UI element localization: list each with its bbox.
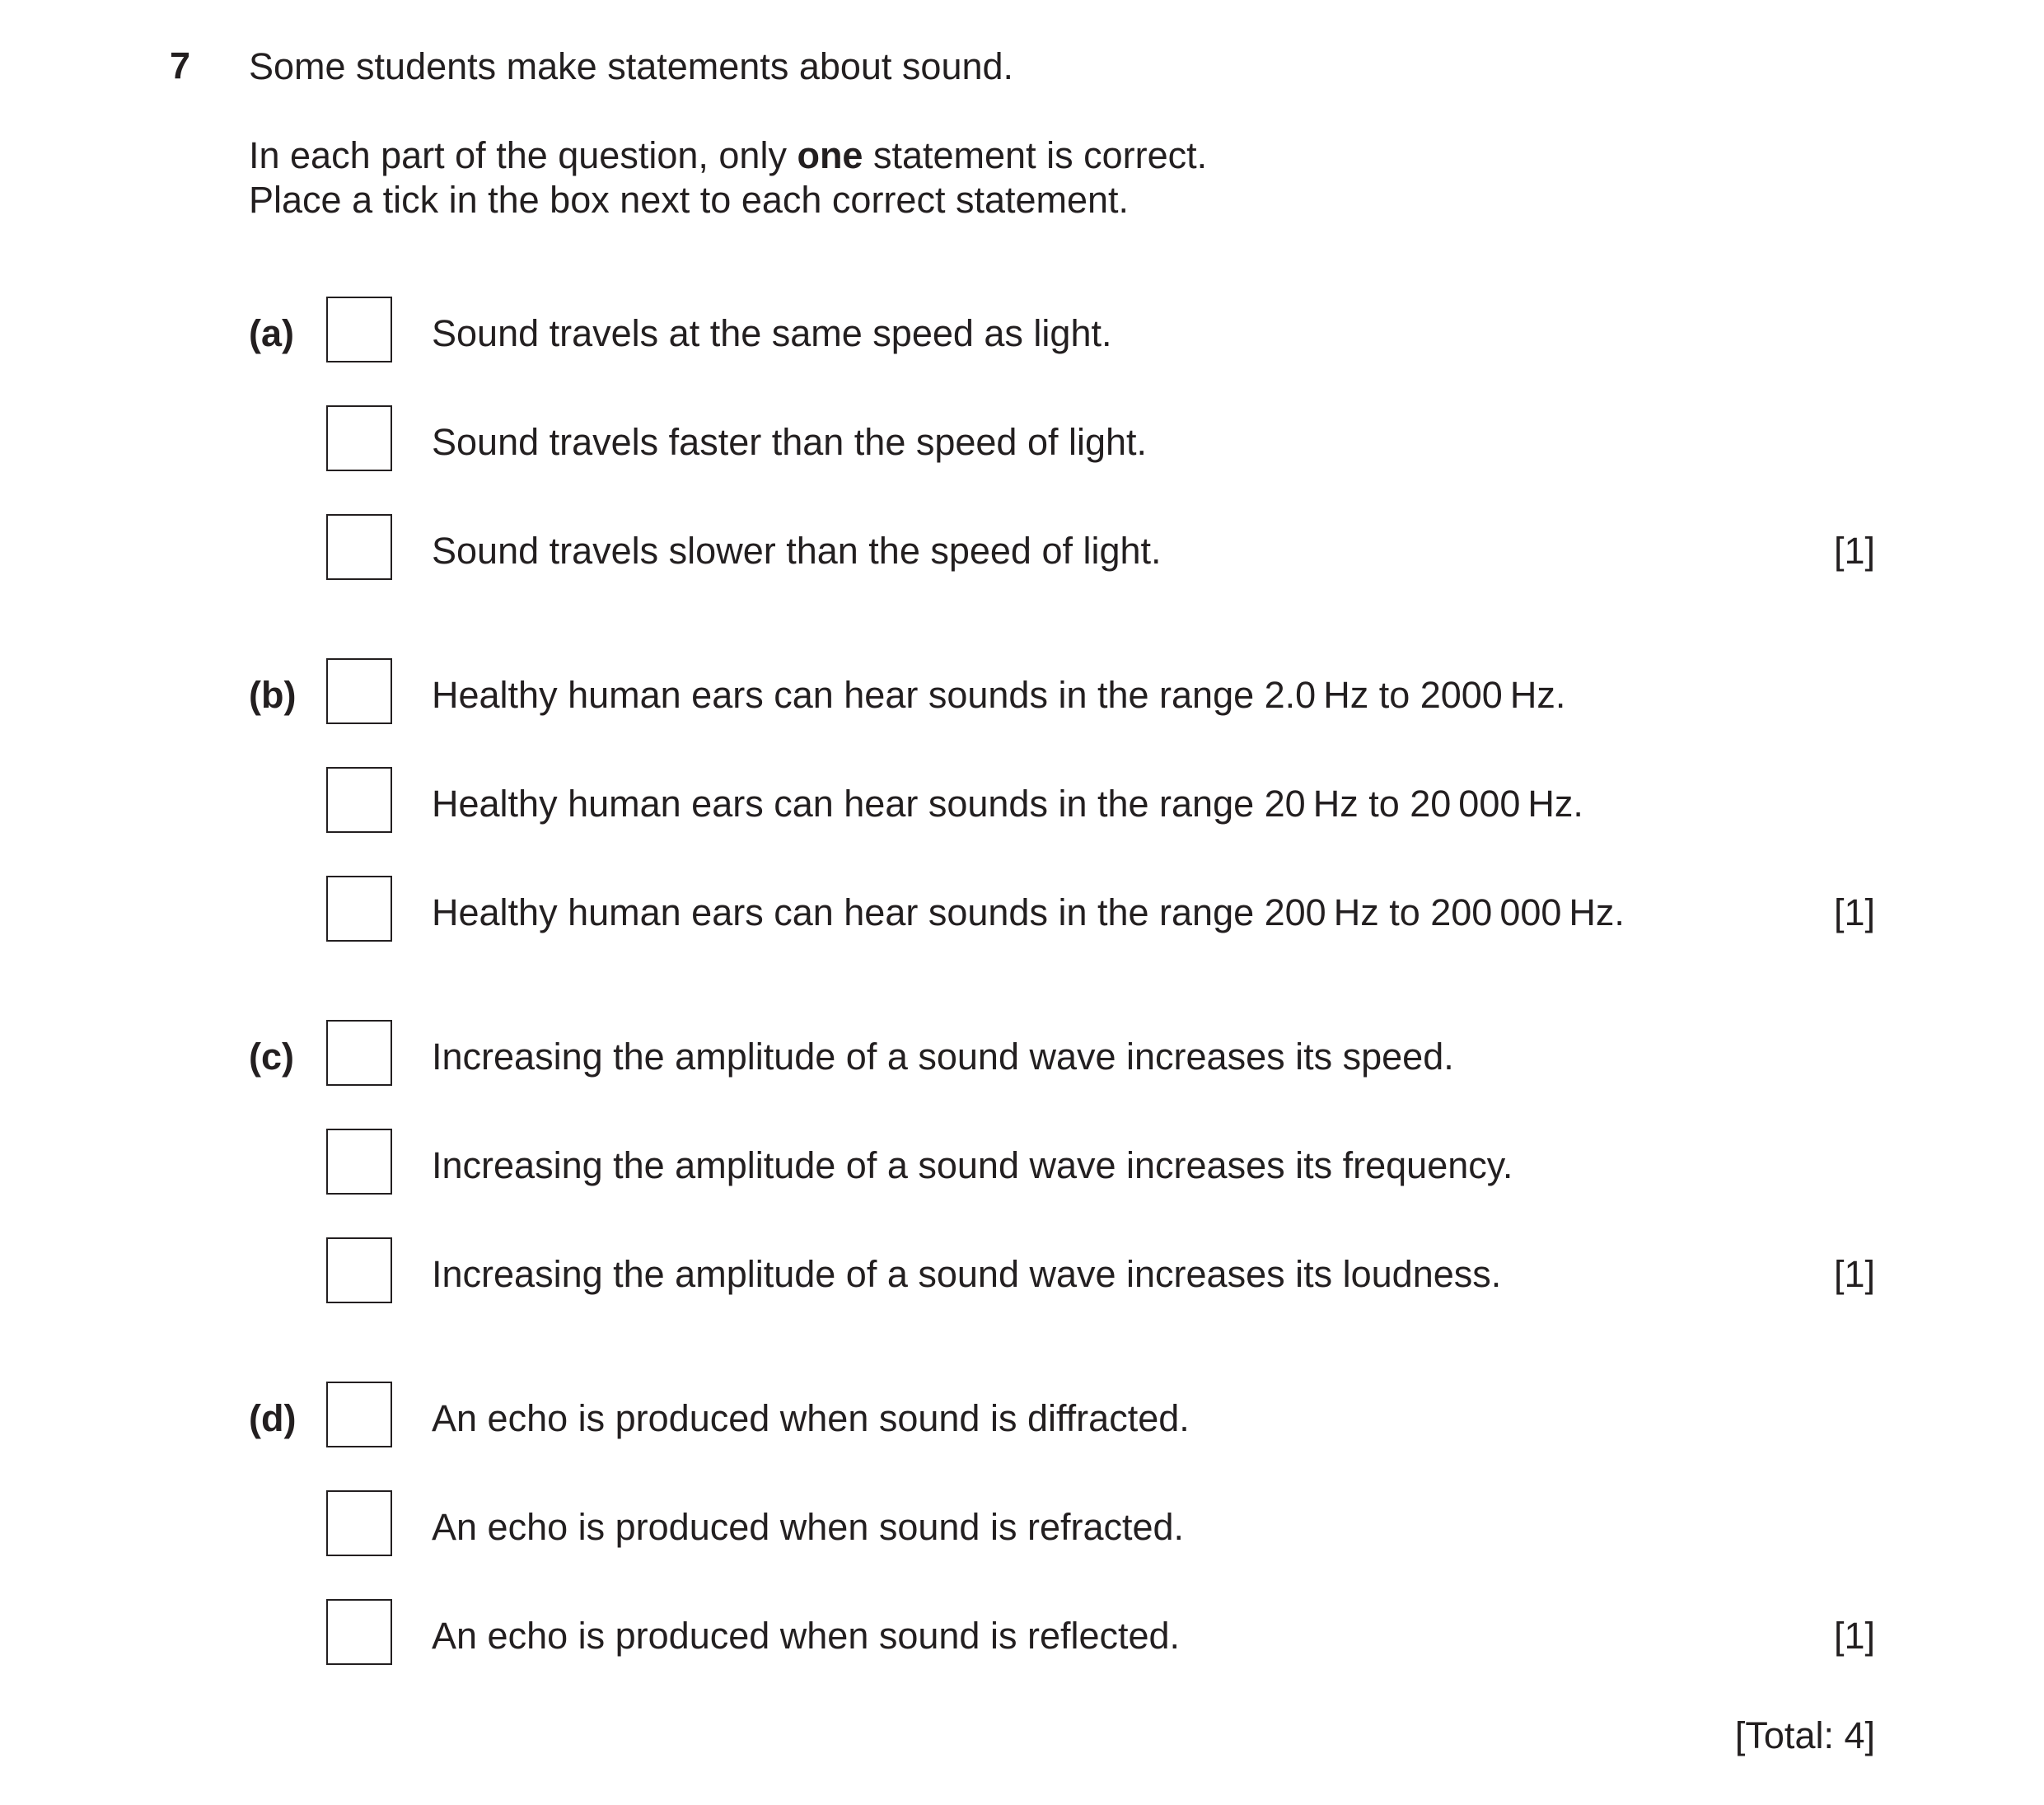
question-instruction-line — [249, 133, 1207, 178]
tick-box-c1[interactable] — [326, 1020, 392, 1086]
statement-a1: Sound travels at the same speed as light. — [432, 312, 1112, 354]
instruction-emphasis: one — [797, 134, 863, 176]
statement-b1: Healthy human ears can hear sounds in the range 2.0 Hz to 2000 Hz. — [432, 674, 1566, 716]
mark-a: [1] — [1833, 530, 1875, 572]
part-b-label: (b) — [249, 674, 297, 716]
statement-c1: Increasing the amplitude of a sound wave increases its speed. — [432, 1036, 1454, 1078]
tick-box-b2[interactable] — [326, 767, 392, 833]
instruction-text-before: In each part of the question, only — [249, 134, 797, 176]
statement-d3: An echo is produced when sound is reflected. — [432, 1615, 1181, 1657]
mark-c: [1] — [1833, 1253, 1875, 1295]
tick-box-a3[interactable] — [326, 514, 392, 580]
tick-box-c3[interactable] — [326, 1237, 392, 1303]
mark-b: [1] — [1833, 891, 1875, 933]
part-c-label: (c) — [249, 1036, 294, 1078]
tick-box-b1[interactable] — [326, 658, 392, 724]
total-marks: [Total: 4] — [1734, 1714, 1875, 1756]
question-instruction-line2: Place a tick in the box next to each correct statement. — [249, 179, 1130, 221]
question-intro-line1: Some students make statements about sound. — [249, 45, 1014, 87]
statement-d1: An echo is produced when sound is diffracted. — [432, 1397, 1190, 1439]
statement-c2: Increasing the amplitude of a sound wave increases its frequency. — [432, 1144, 1513, 1186]
statement-c3: Increasing the amplitude of a sound wave increases its loudness. — [432, 1253, 1502, 1295]
statement-a3: Sound travels slower than the speed of light. — [432, 530, 1162, 572]
tick-box-a2[interactable] — [326, 405, 392, 471]
statement-b3: Healthy human ears can hear sounds in the range 200 Hz to 200 000 Hz. — [432, 891, 1625, 933]
statement-b2: Healthy human ears can hear sounds in the range 20 Hz to 20 000 Hz. — [432, 783, 1583, 825]
tick-box-c2[interactable] — [326, 1129, 392, 1195]
statement-a2: Sound travels faster than the speed of light. — [432, 421, 1148, 463]
part-a-label: (a) — [249, 312, 294, 354]
tick-box-b3[interactable] — [326, 876, 392, 942]
tick-box-a1[interactable] — [326, 297, 392, 362]
question-number: 7 — [170, 44, 191, 87]
tick-box-d1[interactable] — [326, 1382, 392, 1447]
tick-box-d2[interactable] — [326, 1490, 392, 1556]
part-d-label: (d) — [249, 1397, 297, 1439]
instruction-text-after: statement is correct. — [863, 134, 1208, 176]
statement-d2: An echo is produced when sound is refracted. — [432, 1506, 1185, 1548]
tick-box-d3[interactable] — [326, 1599, 392, 1665]
mark-d: [1] — [1833, 1615, 1875, 1657]
